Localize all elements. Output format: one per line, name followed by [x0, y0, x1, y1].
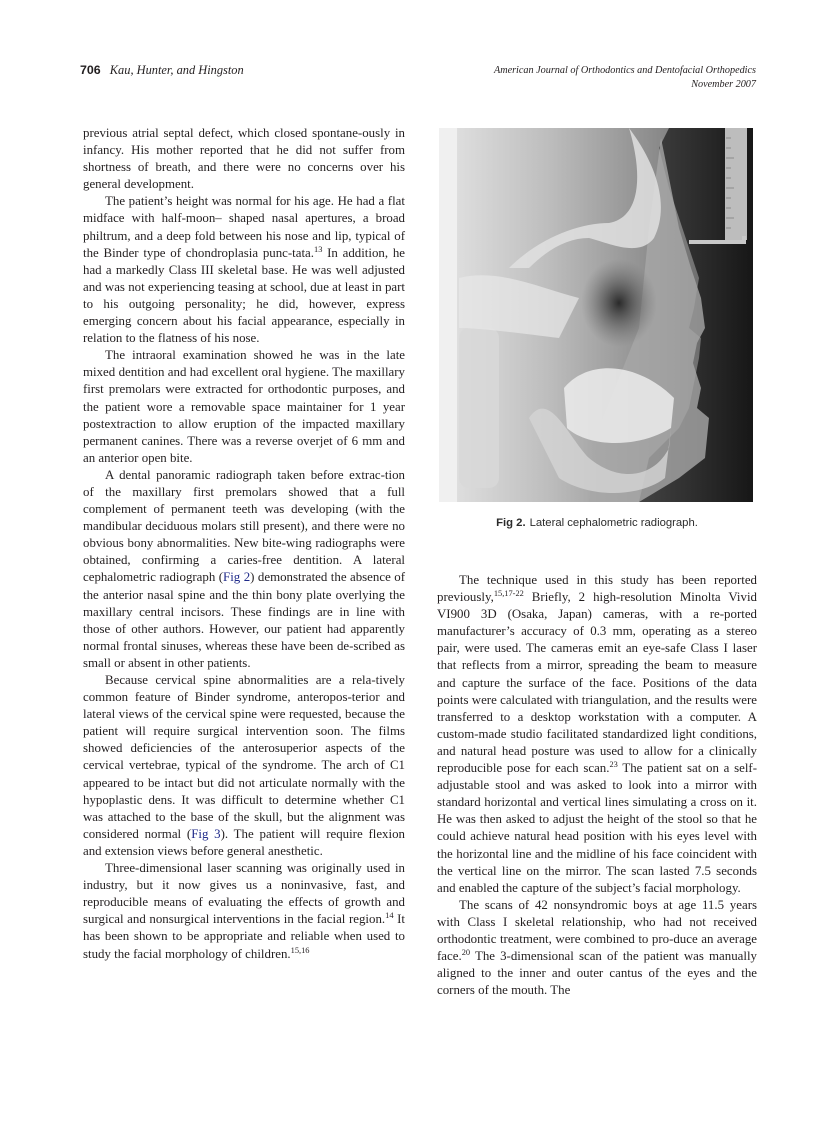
citation[interactable]: 14 [385, 911, 394, 921]
citation[interactable]: 15,16 [290, 945, 310, 955]
citation[interactable]: 20 [461, 948, 471, 958]
authors: Kau, Hunter, and Hingston [109, 63, 244, 77]
figure-label: Fig 2. [496, 517, 526, 529]
citation[interactable]: 23 [609, 760, 618, 770]
figure-link-fig2[interactable]: Fig 2 [223, 570, 251, 585]
issue-date: November 2007 [691, 79, 756, 90]
left-column [83, 125, 405, 963]
running-head-left [80, 63, 244, 78]
figure-link-fig3[interactable]: Fig 3 [191, 826, 221, 841]
paragraph: The scans of 42 nonsyndromic boys at age 11.5 years with Class I skeletal relationship, who had not received orthodontic treatment, were combined to pro-duce an average face.$^{20}$ The 3-dimensional scan of the patient was manually aligned to the inner and outer cantus of the eyes and the corners of the mouth. The [437, 897, 757, 998]
citation[interactable]: 15,17-22 [493, 589, 524, 599]
paragraph: Because cervical spine abnormalities are a rela-tively common feature of Binder syndrome, anteropos-terior and lateral views of the cervical spine were requested, because the patient will require surgical intervention soon. The films showed deficiencies of the anterosuperior aspects of the cervical vertebrae, typical of the syndrome. The arch of C1 appeared to be intact but did not articulate normally with the hypoplastic dens. It was difficult to determine whether C1 was attached to the base of the skull, but the alignment was considered normal (Fig 3). The patient will require flexion and extension views before general anesthetic. [83, 673, 405, 858]
page-number: 706 [80, 63, 101, 77]
right-column [437, 572, 757, 999]
paragraph: The intraoral examination showed he was in the late mixed dentition and had excellent oral hygiene. The maxillary first premolars were extracted for orthodontic purposes, and the patient wore a removable space maintainer for 1 year postextraction to allow eruption of the impacted maxillary permanent canines. There was a reverse overjet of 6 mm and an anterior open bite. [83, 348, 405, 465]
radiograph-figure [439, 128, 753, 502]
running-head-right [494, 64, 756, 92]
paragraph: The technique used in this study has been reported previously,$^{15,17-22}$ Briefly, 2 high-resolution Minolta Vivid VI900 3D (Osaka, Japan) cameras, with a re-ported manufacturer’s accuracy of 0.3 mm, operating as a stereo pair, were used. The cameras emit an eye-safe Class I laser that reflects from a mirror, spreading the beam to measure and capture the surface of the face. Positions of the data points were calculated with triangulation, and the results were transferred to a desktop workstation with a computer. A custom-made studio facilitated standardized light conditions, and natural head posture was used to allow for a clinically reproducible pose for each scan.$^{23}$ The patient sat on a self-adjustable stool and was asked to look into a mirror with standard horizontal and vertical lines simulating a cross on it. He was then asked to adjust the height of the stool so that he could achieve natural head position with his eyes level with the horizontal line and the midline of his face coincident with the vertical line on the mirror. The scan lasted 7.5 seconds and enabled the capture of the subject’s facial morphology. [437, 573, 757, 895]
paragraph: previous atrial septal defect, which closed spontane-ously in infancy. His mother reported that he did not suffer from shortness of breath, and there were no concerns over his general development. [83, 126, 405, 192]
radiograph-image [439, 128, 753, 502]
figure-caption [437, 517, 757, 529]
paragraph: A dental panoramic radiograph taken before extrac-tion of the maxillary first premolars showed that a full complement of permanent teeth was developing (with the mandibular deciduous molars still present), and there were no obvious bony abnormalities. New bite-wing radiographs were obtained, confirming a caries-free dentition. A lateral cephalometric radiograph (Fig 2) demonstrated the absence of the anterior nasal spine and the thin bony plate overlying the maxillary central incisors. These findings are in line with those of other authors. However, our patient had apparently normal frontal sinuses, whereas these have been de-scribed as small or absent in other patients. [83, 467, 405, 670]
journal-title: American Journal of Orthodontics and Dentofacial Orthopedics [493, 65, 756, 76]
figure-caption-text: Lateral cephalometric radiograph. [529, 517, 698, 529]
running-head [80, 63, 756, 97]
paragraph: Three-dimensional laser scanning was originally used in industry, but it now gives us a noninvasive, fast, and reproducible means of evaluating the effects of growth and surgical and nonsurgical interventions in the facial region.$^{14}$ It has been shown to be appropriate and reliable when used to study the facial morphology of children.$^{15,16}$ [83, 861, 405, 961]
citation[interactable]: 13 [314, 244, 323, 254]
paragraph: The patient’s height was normal for his age. He had a flat midface with half-moon– shaped nasal apertures, a broad philtrum, and a deep fold between his nose and lip, typical of the Binder type of chondroplasia punc-tata.$^{13}$ In addition, he had a markedly Class III skeletal base. He was well adjusted and was not experiencing teasing at school, due at least in part to his outgoing personality; he did, however, express emerging concern about his facial appearance, especially in relation to the flatness of his nose. [83, 194, 405, 346]
